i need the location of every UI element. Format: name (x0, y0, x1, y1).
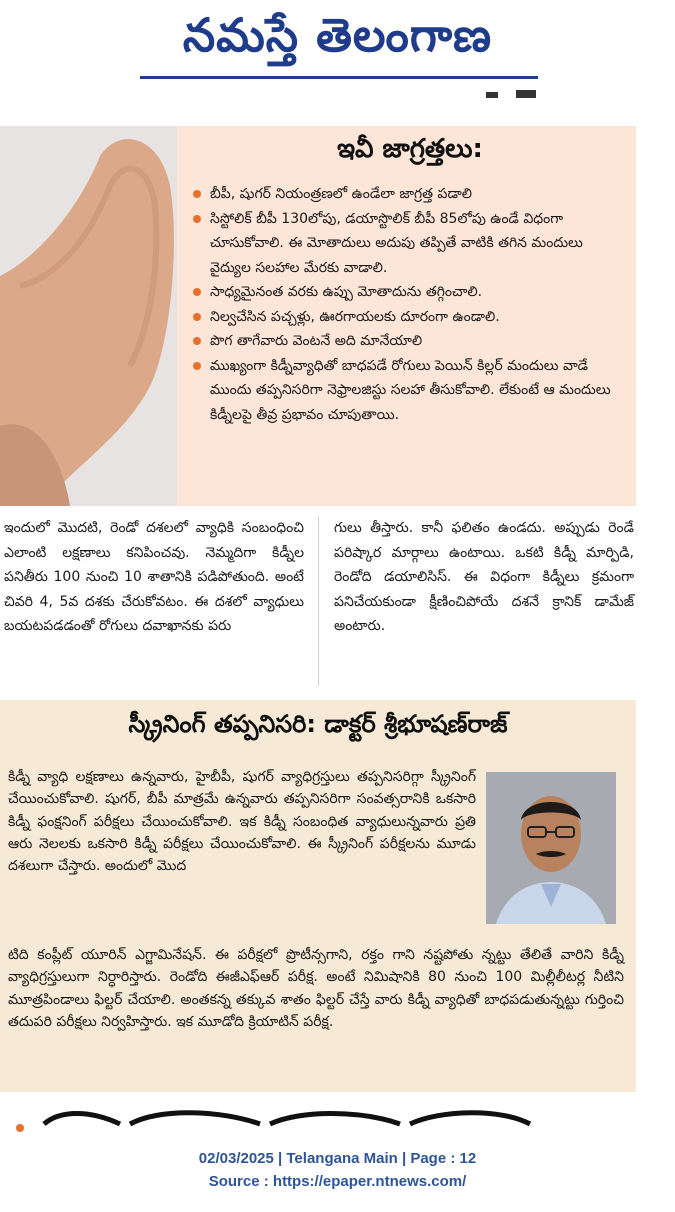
screening-body-bottom: టిది కంప్లీట్ యూరిన్ ఎగ్జామినేషన్. ఈ పరీక్షలో ప్రొటీన్సగాని, రక్తం గాని నష్టపోతు న్నట్టు తేలితే వారిని కిడ్నీ వ్యాధిగ్రస్తులుగా నిర్ధారిస్తారు. రెండోది ఈజీఎఫ్ఆర్ పరీక్ష. అంటే నిమిషానికి 80 నుంచి 100 మిల్లీలీటర్ల నీటిని మూత్రపిండాలు ఫిల్టర్ చేయాలి. అంతకన్న తక్కువ శాతం ఫిల్టర్ చేస్తే వారు కిడ్నీ వ్యాధితో బాధపడుతున్నట్టు గుర్తించి తదుపరి పరీక్షలు నిర్వహిస్తారు. ఇక మూడోది క్రియాటిన్ పరీక్ష. (8, 947, 624, 1030)
masthead (0, 0, 675, 100)
precaution-item: సిస్టోలిక్ బీపీ 130లోపు, డయాస్టొలిక్ బీపీ 85లోపు ఉండే విధంగా చూసుకోవాలి. ఈ మోతాదులు అదుపు తప్పితే వాటికి తగిన మందులు వైద్యుల సలహాల మేరకు వాడాలి. (190, 207, 626, 281)
precaution-item: బీపీ, షుగర్ నియంత్రణలో ఉండేలా జాగ్రత్త పడాలి (190, 182, 626, 207)
precaution-item: నిల్వచేసిన పచ్చళ్లు, ఊరగాయలకు దూరంగా ఉండాలి. (190, 305, 626, 330)
next-article-cut-headline (0, 1106, 636, 1132)
clipping-edge-fragment (486, 90, 546, 98)
knee-illustration (0, 126, 177, 506)
newspaper-logo: నమస్తే తెలంగాణ (182, 8, 493, 62)
screening-body-top: కిడ్నీ వ్యాధి లక్షణాలు ఉన్నవారు, హైబీపీ, షుగర్ వ్యాధిగ్రస్తులు తప్పనిసరిగ్గా స్క్రీనింగ్ చేయించుకోవాలి. షుగర్, బీపీ మాత్రమే ఉన్నవారు తప్పనిసరిగా సంవత్సరానికి ఒకసారి కిడ్నీ ఫంక్షనింగ్ పరీక్షలు చేయించుకోవాలి. ఇక కిడ్నీ సంబంధిత వ్యాధులున్నవారు ప్రతి ఆరు నెలలకు ఒకసారి కిడ్నీ పరీక్షలు చేయించుకోవాలి. ఈ స్క్రీనింగ్ పరీక్షలను మూడు దశలుగా చేస్తారు. అందులో మొద (8, 769, 476, 875)
precaution-item: సాధ్యమైనంత వరకు ఉప్పు మోతాదును తగ్గించాలి. (190, 280, 626, 305)
doctor-portrait-illustration (486, 772, 616, 924)
precautions-list (190, 182, 626, 427)
doctor-portrait (486, 772, 616, 924)
masthead-underline (140, 76, 538, 79)
edition-info: 02/03/2025 | Telangana Main | Page : 12 (198, 1150, 477, 1167)
article-column-left: ఇందులో మొదటి, రెండో దశలలో వ్యాధికి సంబంధించి ఎలాంటి లక్షణాలు కనిపించవు. నెమ్మదిగా కిడ్నీల పనితీరు 100 నుంచి 10 శాతానికి పడిపోతుంది. అంటే చివరి 4, 5వ దశకు చేరుకోవటం. ఈ దశలో వ్యాధులు బయటపడడంతో రోగులు దవాఖానకు పరు (4, 520, 304, 634)
source-link[interactable]: Source : https://epaper.ntnews.com/ (208, 1173, 467, 1190)
precautions-heading: ఇవీ జాగ్రత్తలు: (337, 134, 483, 164)
screening-heading: స్క్రీనింగ్ తప్పనిసరి: డాక్టర్ శ్రీభూషణ్‌రాజ్ (128, 710, 508, 738)
precaution-item: పొగ తాగేవారు వెంటనే అది మానేయాలి (190, 329, 626, 354)
article-column-right: గులు తీస్తారు. కానీ ఫలితం ఉండదు. అప్పుడు రెండే పరిష్కార మార్గాలు ఉంటాయి. ఒకటి కిడ్నీ మార్పిడి, రెండోది డయాలిసిస్. ఈ విధంగా కిడ్నీలు క్రమంగా పనిచేయకుండా క్షీణించిపోయే దశనే క్రానిక్ డామేజ్ అంటారు. (334, 520, 634, 634)
cut-headline-fragment (0, 1106, 636, 1132)
knee-photo (0, 126, 177, 506)
precaution-item: ముఖ్యంగా కిడ్నీవ్యాధితో బాధపడే రోగులు పెయిన్ కిల్లర్ మందులు వాడే ముందు తప్పనిసరిగా నెఫ్రాలజిస్టు సలహా తీసుకోవాలి. లేకుంటే ఆ మందులు కిడ్నీలపై తీవ్ర ప్రభావం చూపుతాయి. (190, 354, 626, 428)
column-divider (318, 516, 319, 686)
